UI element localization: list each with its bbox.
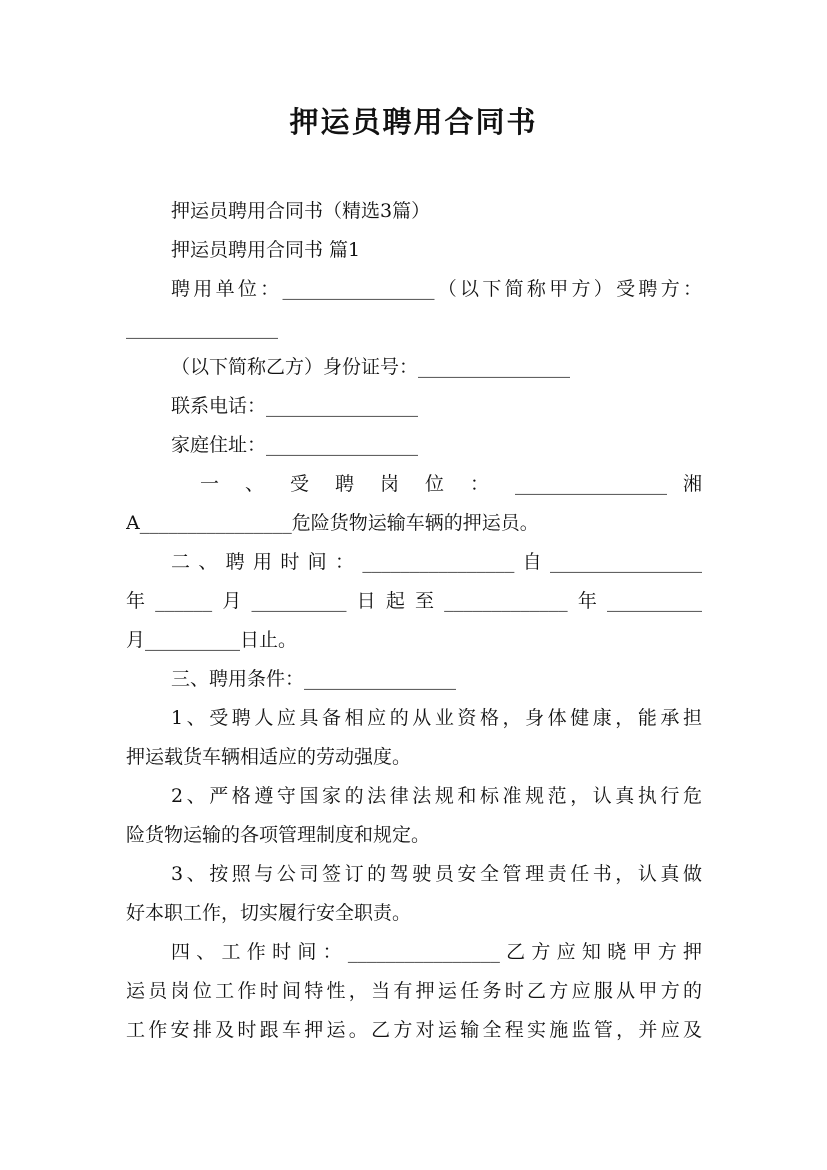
condition-2-line-1: 2、严格遵守国家的法律法规和标准规范，认真执行危 bbox=[171, 785, 702, 807]
condition-1-line-2: 押运载货车辆相适应的劳动强度。 bbox=[126, 746, 412, 768]
id-number-line: （以下简称乙方）身份证号：________________ bbox=[171, 356, 571, 378]
condition-1-line-1: 1、受聘人应具备相应的从业资格，身体健康，能承担 bbox=[171, 707, 702, 729]
phone-line: 联系电话：________________ bbox=[171, 395, 419, 417]
condition-3-line-1: 3、按照与公司签订的驾驶员安全管理责任书，认真做 bbox=[171, 863, 702, 885]
work-time-line-3: 工作安排及时跟车押运。乙方对运输全程实施监管，并应及 bbox=[126, 1019, 702, 1041]
employment-dates-line: 年______月__________日起至_____________年__________ bbox=[126, 590, 702, 612]
conditions-heading: 三、聘用条件：________________ bbox=[171, 668, 457, 690]
section-heading: 押运员聘用合同书 篇1 bbox=[171, 239, 361, 261]
position-continuation-line: A________________危险货物运输车辆的押运员。 bbox=[126, 512, 539, 534]
employee-blank-line: ________________ bbox=[126, 317, 278, 339]
subtitle-line: 押运员聘用合同书（精选3篇） bbox=[171, 200, 431, 222]
document-title: 押运员聘用合同书 bbox=[289, 105, 538, 139]
employment-end-line: 月__________日止。 bbox=[126, 629, 298, 651]
employment-period-line: 二、聘用时间：________________自________________ bbox=[171, 551, 702, 573]
condition-2-line-2: 险货物运输的各项管理制度和规定。 bbox=[126, 824, 431, 846]
address-line: 家庭住址：________________ bbox=[171, 434, 419, 456]
employer-line: 聘用单位：________________（以下简称甲方）受聘方： bbox=[171, 278, 702, 300]
work-time-line-1: 四、工作时间：________________乙方应知晓甲方押 bbox=[171, 941, 702, 963]
condition-3-line-2: 好本职工作，切实履行安全职责。 bbox=[126, 902, 412, 924]
position-line: 一 、 受 聘 岗 位 ： ________________ 湘 bbox=[200, 473, 702, 495]
work-time-line-2: 运员岗位工作时间特性，当有押运任务时乙方应服从甲方的 bbox=[126, 980, 702, 1002]
